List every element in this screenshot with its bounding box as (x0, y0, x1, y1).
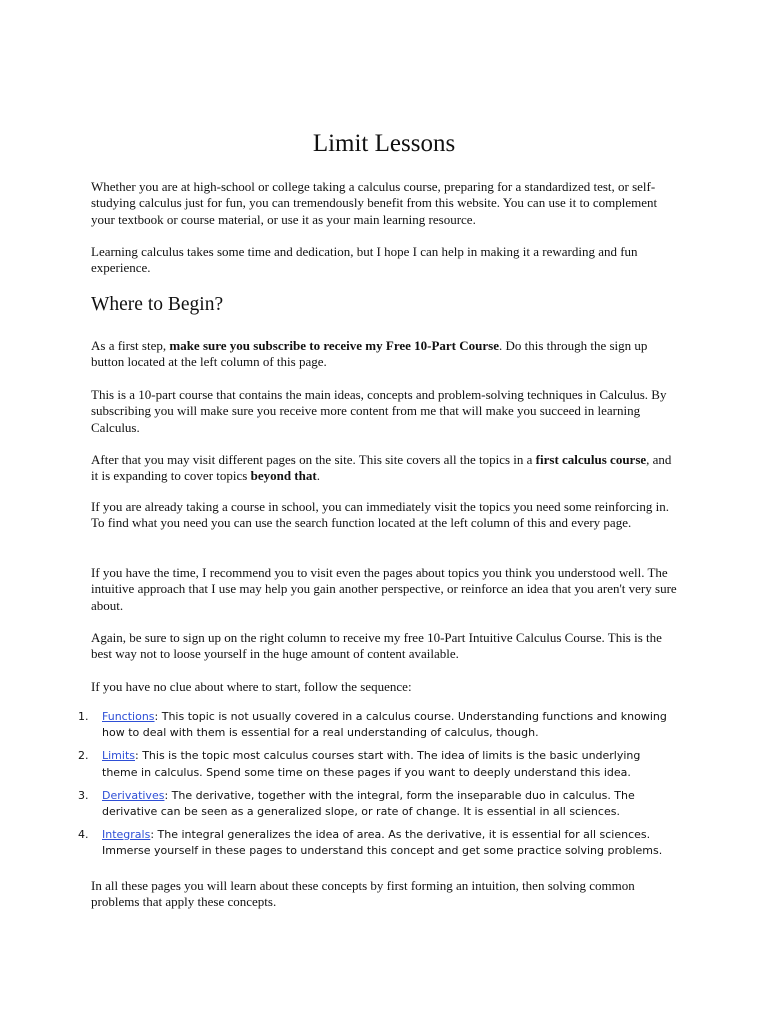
integrals-link[interactable]: Integrals (102, 827, 151, 841)
list-item-text: : The derivative, together with the integral, form the inseparable duo in calculus. The derivative can be seen as a generalized slope, or rate of change. It is essential in all sciences. (102, 788, 635, 819)
functions-link[interactable]: Functions (102, 710, 155, 723)
list-number: 4. (78, 827, 89, 841)
p3-text-a: After that you may visit different pages on the site. This site covers all the topics in a (91, 452, 536, 467)
p3-text-c: . (316, 468, 320, 484)
section-paragraph-1 (91, 338, 681, 371)
list-item (78, 788, 678, 821)
section-paragraph-7: If you have no clue about where to start, follow the sequence: (91, 679, 412, 694)
section-paragraph-5: If you have the time, I recommend you to visit even the pages about topics you think you understood well. The intuitive approach that I use may help you gain another perspective, or reinforce an idea that you aren't very sure about. (91, 565, 677, 613)
intro-paragraph-2: Learning calculus takes some time and dedication, but I hope I can help in making it a rewarding and fun experience. (91, 244, 638, 276)
list-item-text: : This topic is not usually covered in a calculus course. Understanding functions and knowing how to deal with them is essential for a real understanding of calculus, though. (102, 710, 667, 740)
section-paragraph-4: If you are already taking a course in school, you can immediately visit the topics you need some reinforcing in. To find what you need you can use the search function located at the left column of this and every page. (91, 499, 669, 531)
limits-link[interactable]: Limits (102, 749, 135, 763)
p3-text-b: , and it is expanding to cover topics (91, 452, 672, 484)
page-title: Limit Lessons (312, 130, 456, 157)
section-paragraph-2: This is a 10-part course that contains the main ideas, concepts and problem-solving techniques in Calculus. By subscribing you will make sure you receive more content from me that will make you succeed in learning Calculus. (91, 387, 667, 435)
derivatives-link[interactable]: Derivatives (102, 788, 165, 802)
list-item-text: : This is the topic most calculus courses start with. The idea of limits is the basic underlying theme in calculus. Spend some time on these pages if you want to deeply understand this idea. (102, 749, 641, 779)
list-number: 3. (78, 788, 89, 802)
beyond-emphasis: beyond that (250, 468, 317, 484)
list-item (78, 827, 678, 860)
list-number: 2. (78, 749, 89, 763)
p1-text-end: . Do this through the sign up button located at the left column of this page. (91, 338, 648, 370)
subscribe-emphasis: make sure you subscribe to receive my Free 10-Part Course (169, 338, 499, 353)
first-course-emphasis: first calculus course (535, 452, 647, 467)
list-item (78, 709, 678, 742)
list-number: 1. (78, 710, 89, 723)
section-paragraph-8: In all these pages you will learn about these concepts by first forming an intuition, then solving common problems that apply these concepts. (91, 878, 635, 910)
section-paragraph-3 (91, 452, 681, 485)
list-item (78, 748, 678, 781)
list-item-text: : The integral generalizes the idea of area. As the derivative, it is essential for all sciences. Immerse yourself in these pages to understand this concept and get some practice solving problems. (102, 827, 663, 858)
p1-text-start: As a first step, (91, 338, 170, 353)
intro-paragraph-1: Whether you are at high-school or college taking a calculus course, preparing for a standardized test, or self-studying calculus just for fun, you can tremendously benefit from this website. You can use it to complement your textbook or course material, or use it as your main learning resource. (91, 179, 658, 227)
section-paragraph-6: Again, be sure to sign up on the right column to receive my free 10-Part Intuitive Calculus Course. This is the best way not to loose yourself in the huge amount of content available. (91, 630, 662, 662)
topic-sequence-list (78, 709, 678, 866)
section-heading: Where to Begin? (91, 294, 224, 315)
